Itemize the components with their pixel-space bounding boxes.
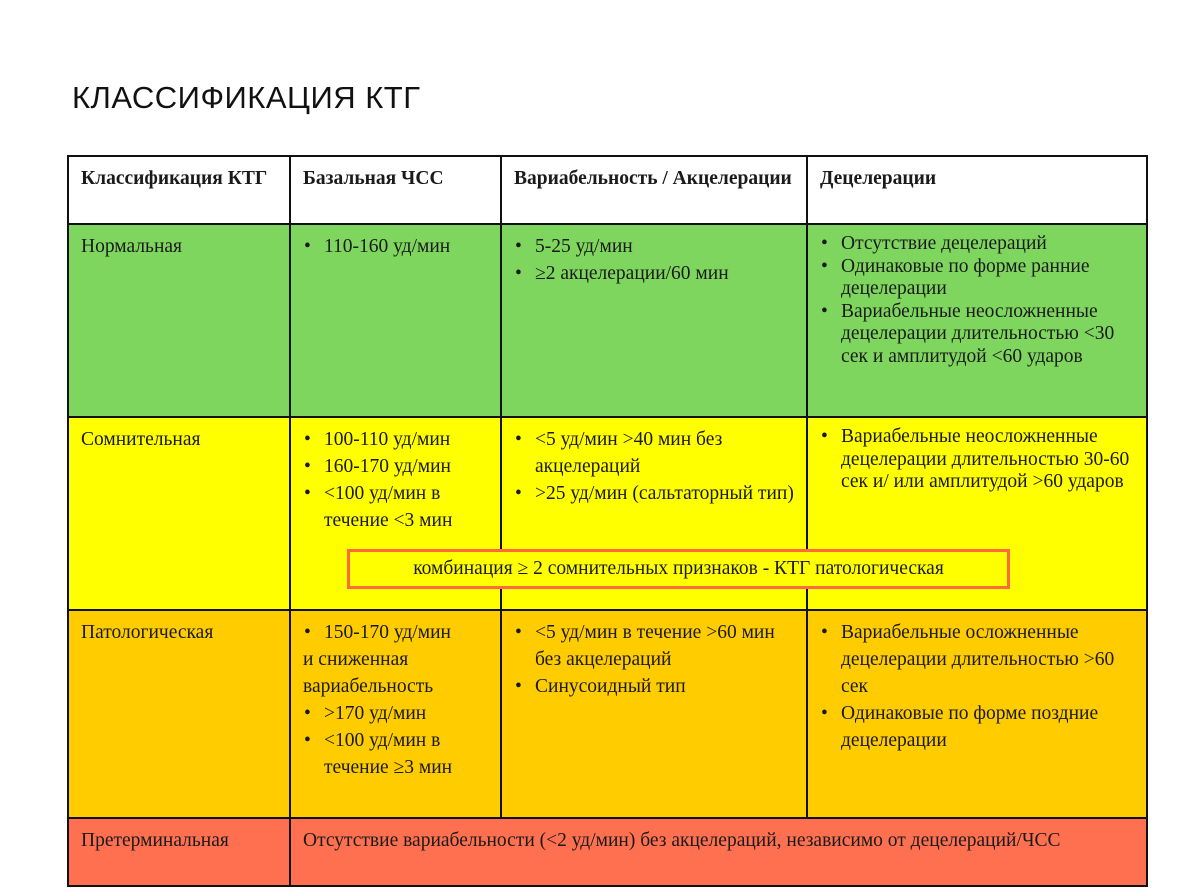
list-item: • >170 уд/мин — [303, 700, 488, 727]
cell-pathological-basal — [290, 610, 501, 818]
list-item: • Одинаковые по форме поздние децелерации — [820, 700, 1134, 754]
cell-normal-basal — [290, 224, 501, 417]
header-variability: Вариабельность / Акцелерации — [501, 156, 807, 224]
list-item: • 100-110 уд/мин — [303, 426, 488, 453]
table-row-pathological — [68, 610, 1147, 818]
list-item: • Вариабельные неосложненные децелерации длительностью <30 сек и амплитудой <60 ударов — [820, 301, 1134, 369]
list-item: • 160-170 уд/мин — [303, 453, 488, 480]
header-classification: Классификация КТГ — [68, 156, 290, 224]
list-item: • Одинаковые по форме ранние децелерации — [820, 256, 1134, 301]
list-item: • >25 уд/мин (сальтаторный тип) — [514, 480, 794, 507]
table-row-preterminal — [68, 818, 1147, 886]
list-item-note: и сниженная — [303, 649, 409, 670]
row-label-normal: Нормальная — [68, 224, 290, 417]
list-item: • 110-160 уд/мин — [303, 233, 488, 260]
list-item: • <100 уд/мин в течение ≥3 мин — [303, 727, 488, 781]
combination-note: комбинация ≥ 2 сомнительных признаков - КТГ патологическая — [347, 549, 1010, 589]
table-row-normal — [68, 224, 1147, 417]
cell-normal-decelerations — [807, 224, 1147, 417]
cell-pathological-variability — [501, 610, 807, 818]
list-item: • Вариабельные неосложненные децелерации длительностью 30-60 сек и/ или амплитудой >60 ударов — [820, 426, 1134, 494]
row-label-doubtful: Сомнительная — [68, 417, 290, 610]
list-item: • <5 уд/мин в течение >60 мин без акцелераций — [514, 619, 794, 673]
list-item: • <5 уд/мин >40 мин без акцелераций — [514, 426, 794, 480]
row-label-pathological: Патологическая — [68, 610, 290, 818]
list-item: • Вариабельные осложненные децелерации длительностью >60 сек — [820, 619, 1134, 700]
header-basal-hr: Базальная ЧСС — [290, 156, 501, 224]
row-label-preterminal: Претерминальная — [68, 818, 290, 886]
cell-normal-variability — [501, 224, 807, 417]
ktg-classification-table — [67, 155, 1148, 887]
page-title: КЛАССИФИКАЦИЯ КТГ — [72, 80, 421, 115]
list-item: • Отсутствие децелераций — [820, 233, 1134, 256]
list-item: • 5-25 уд/мин — [514, 233, 794, 260]
table-header-row — [68, 156, 1147, 224]
cell-pathological-decelerations — [807, 610, 1147, 818]
list-item: • Синусоидный тип — [514, 673, 794, 700]
header-decelerations: Децелерации — [807, 156, 1147, 224]
list-item-continuation: вариабельность — [303, 676, 434, 697]
list-item: • <100 уд/мин в течение <3 мин — [303, 480, 488, 534]
list-item: • ≥2 акцелерации/60 мин — [514, 260, 794, 287]
list-item: • 150-170 уд/мин — [303, 619, 488, 646]
cell-preterminal-text: Отсутствие вариабельности (<2 уд/мин) без акцелераций, независимо от децелераций/ЧСС — [290, 818, 1147, 886]
